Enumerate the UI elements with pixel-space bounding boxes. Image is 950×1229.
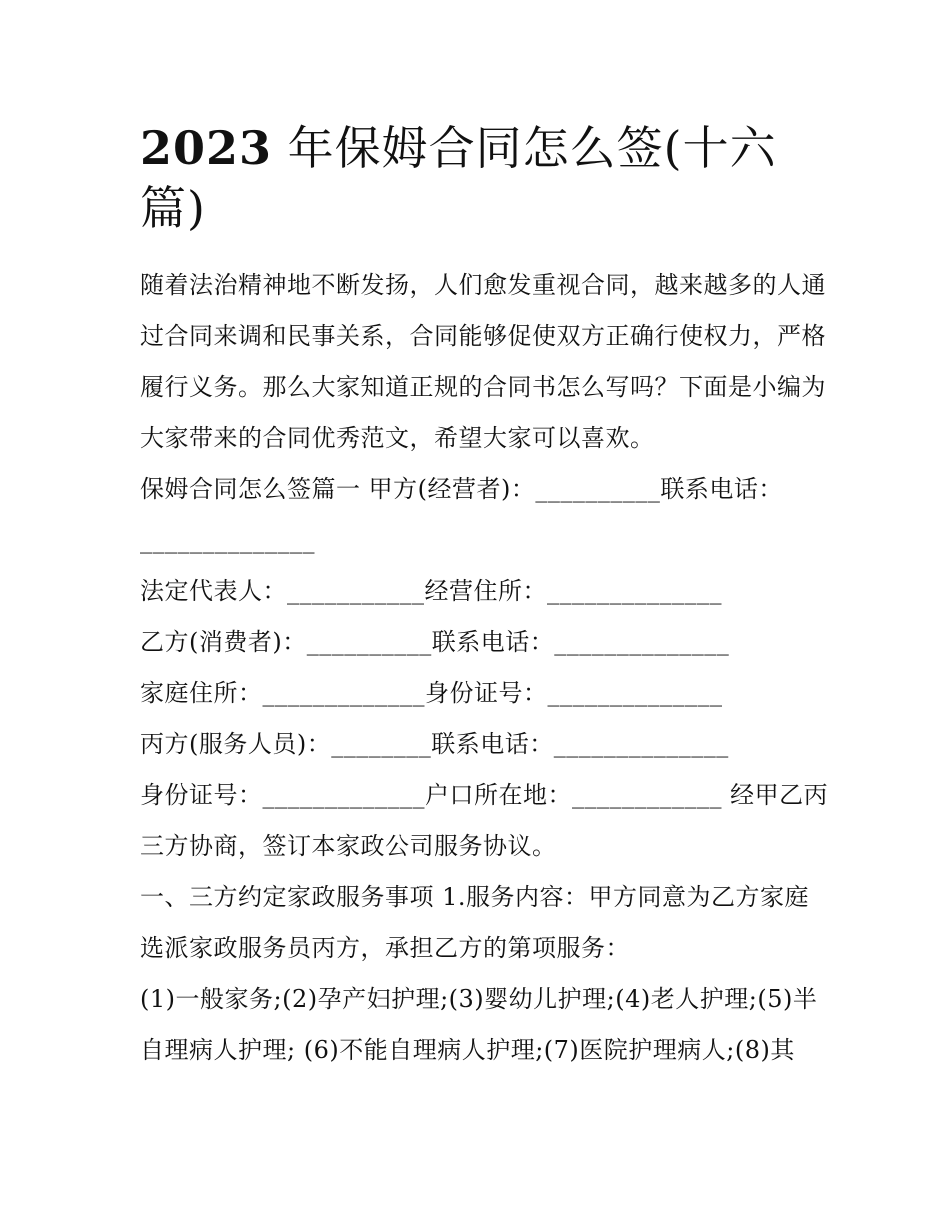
party-c-line: 丙方(服务人员)：________联系电话：______________: [140, 730, 729, 758]
title-year: 2023: [140, 121, 273, 175]
party-a-line: 保姆合同怎么签篇一 甲方(经营者)：__________联系电话：: [140, 475, 783, 503]
document-body: [140, 260, 830, 1076]
party-a-phone-blank: ______________: [140, 526, 315, 554]
page-title: [140, 118, 800, 238]
service-items-paragraph: (1)一般家务;(2)孕产妇护理;(3)婴幼儿护理;(4)老人护理;(5)半自理病人护理; (6)不能自理病人护理;(7)医院护理病人;(8)其: [140, 985, 818, 1064]
document-page: [140, 118, 830, 1076]
home-address-line: 家庭住所：_____________身份证号：______________: [140, 679, 723, 707]
intro-paragraph: 随着法治精神地不断发扬，人们愈发重视合同，越来越多的人通过合同来调和民事关系，合同能够促使双方正确行使权力，严格履行义务。那么大家知道正规的合同书怎么写吗？下面是小编为大家带来的合同优秀范文，希望大家可以喜欢。: [140, 271, 826, 452]
title-text: 年保姆合同怎么签(十六篇): [140, 121, 777, 235]
id-number-line: 身份证号：_____________户口所在地：____________ 经甲乙丙三方协商，签订本家政公司服务协议。: [140, 781, 829, 860]
legal-representative-line: 法定代表人：___________经营住所：______________: [140, 577, 722, 605]
party-b-line: 乙方(消费者)：__________联系电话：______________: [140, 628, 730, 656]
section-one-paragraph: 一、三方约定家政服务事项 1.服务内容：甲方同意为乙方家庭选派家政服务员丙方，承担乙方的第项服务：: [140, 883, 810, 962]
